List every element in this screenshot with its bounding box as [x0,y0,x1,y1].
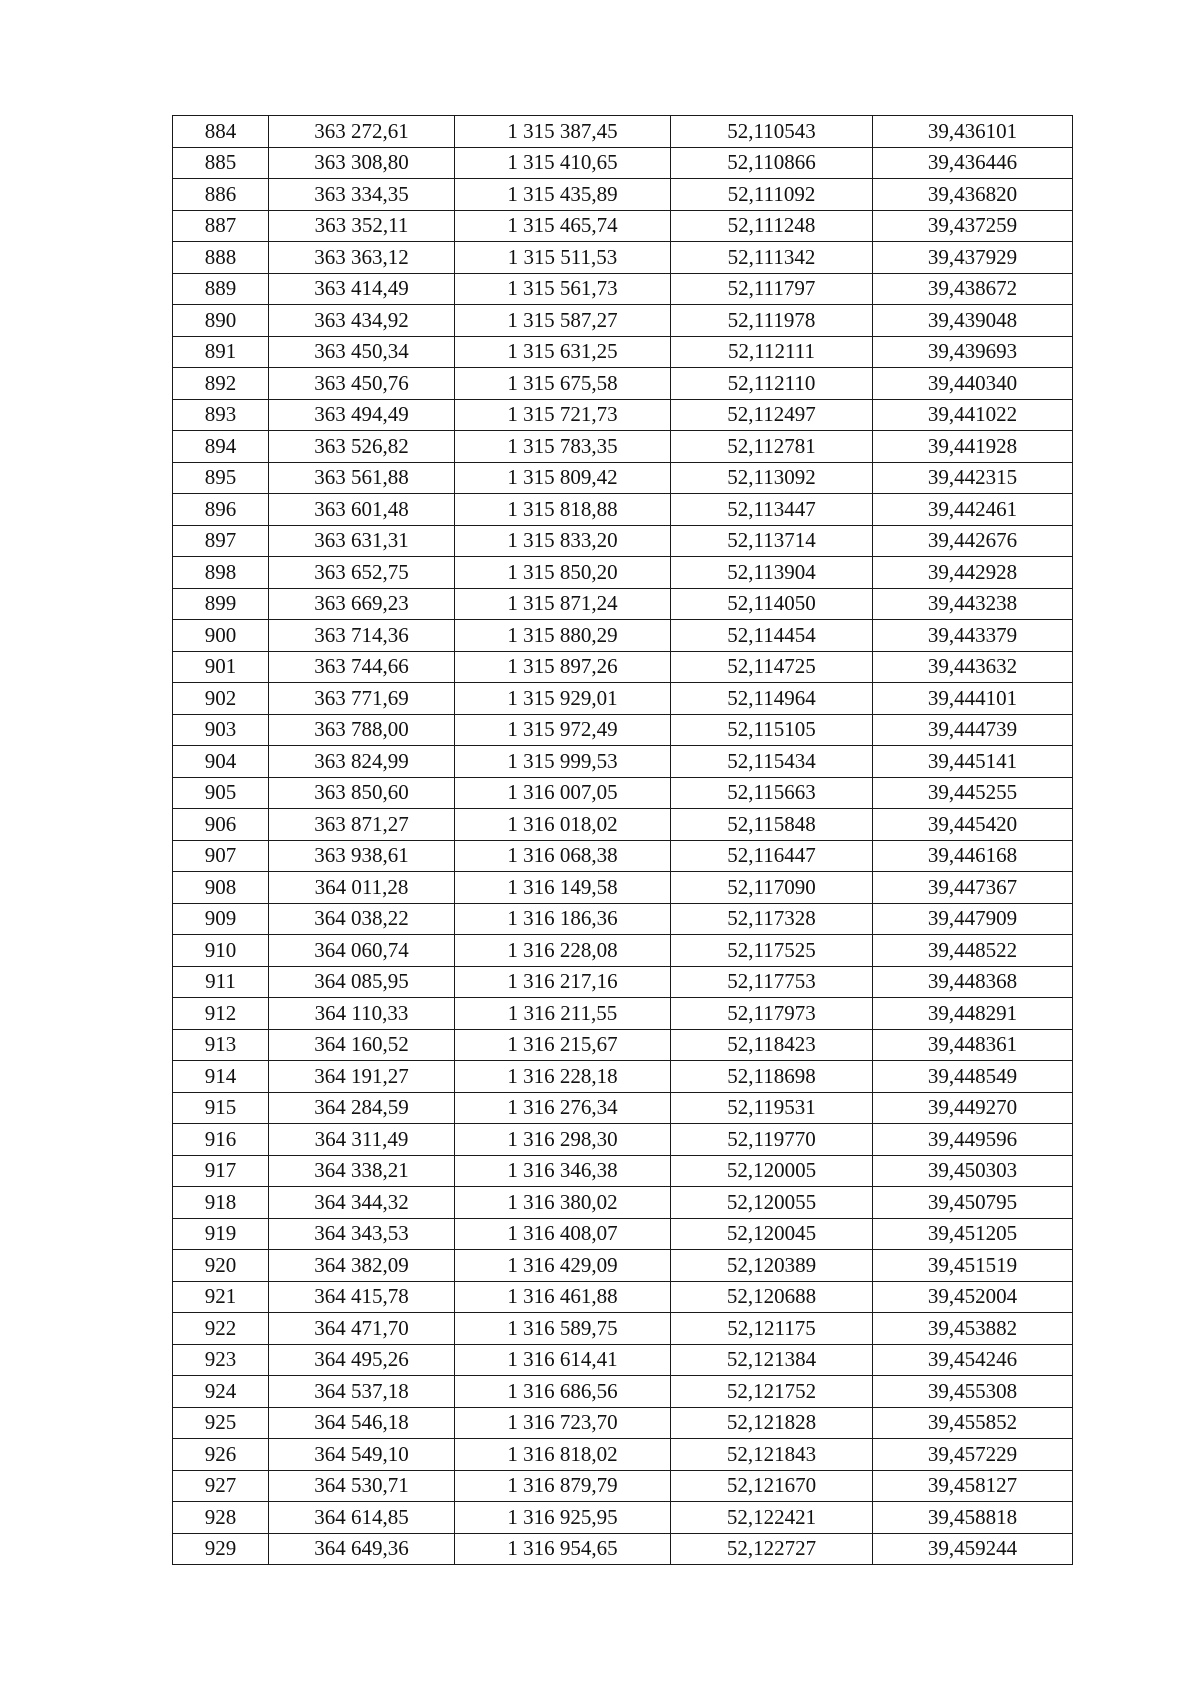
point-number-cell: 903 [173,714,269,746]
longitude-cell: 39,439693 [873,336,1073,368]
table-row [173,966,1073,998]
point-number-cell: 929 [173,1533,269,1565]
x-coordinate-cell: 363 714,36 [269,620,455,652]
table-row [173,462,1073,494]
latitude-cell: 52,121828 [671,1407,873,1439]
y-coordinate-cell: 1 316 461,88 [455,1281,671,1313]
latitude-cell: 52,120005 [671,1155,873,1187]
x-coordinate-cell: 363 744,66 [269,651,455,683]
point-number-cell: 917 [173,1155,269,1187]
point-number-cell: 906 [173,809,269,841]
point-number-cell: 918 [173,1187,269,1219]
coordinates-table [172,115,1073,1565]
point-number-cell: 920 [173,1250,269,1282]
y-coordinate-cell: 1 315 435,89 [455,179,671,211]
table-row [173,242,1073,274]
x-coordinate-cell: 364 537,18 [269,1376,455,1408]
point-number-cell: 919 [173,1218,269,1250]
x-coordinate-cell: 363 631,31 [269,525,455,557]
y-coordinate-cell: 1 316 408,07 [455,1218,671,1250]
point-number-cell: 893 [173,399,269,431]
y-coordinate-cell: 1 316 686,56 [455,1376,671,1408]
point-number-cell: 923 [173,1344,269,1376]
longitude-cell: 39,436820 [873,179,1073,211]
longitude-cell: 39,458818 [873,1502,1073,1534]
point-number-cell: 907 [173,840,269,872]
y-coordinate-cell: 1 316 215,67 [455,1029,671,1061]
table-row [173,116,1073,148]
latitude-cell: 52,117090 [671,872,873,904]
point-number-cell: 902 [173,683,269,715]
longitude-cell: 39,444739 [873,714,1073,746]
x-coordinate-cell: 364 344,32 [269,1187,455,1219]
longitude-cell: 39,442928 [873,557,1073,589]
longitude-cell: 39,437929 [873,242,1073,274]
y-coordinate-cell: 1 315 675,58 [455,368,671,400]
latitude-cell: 52,113714 [671,525,873,557]
x-coordinate-cell: 363 652,75 [269,557,455,589]
latitude-cell: 52,111092 [671,179,873,211]
point-number-cell: 890 [173,305,269,337]
y-coordinate-cell: 1 315 871,24 [455,588,671,620]
x-coordinate-cell: 363 434,92 [269,305,455,337]
longitude-cell: 39,448522 [873,935,1073,967]
table-row [173,273,1073,305]
y-coordinate-cell: 1 316 276,34 [455,1092,671,1124]
table-row [173,1029,1073,1061]
point-number-cell: 915 [173,1092,269,1124]
latitude-cell: 52,112781 [671,431,873,463]
point-number-cell: 899 [173,588,269,620]
y-coordinate-cell: 1 315 999,53 [455,746,671,778]
latitude-cell: 52,112110 [671,368,873,400]
table-row [173,1313,1073,1345]
point-number-cell: 884 [173,116,269,148]
table-row [173,998,1073,1030]
longitude-cell: 39,459244 [873,1533,1073,1565]
table-row [173,777,1073,809]
longitude-cell: 39,448291 [873,998,1073,1030]
x-coordinate-cell: 364 495,26 [269,1344,455,1376]
latitude-cell: 52,116447 [671,840,873,872]
point-number-cell: 926 [173,1439,269,1471]
latitude-cell: 52,121384 [671,1344,873,1376]
longitude-cell: 39,447909 [873,903,1073,935]
longitude-cell: 39,440340 [873,368,1073,400]
point-number-cell: 888 [173,242,269,274]
latitude-cell: 52,113904 [671,557,873,589]
y-coordinate-cell: 1 316 589,75 [455,1313,671,1345]
latitude-cell: 52,117753 [671,966,873,998]
latitude-cell: 52,110866 [671,147,873,179]
y-coordinate-cell: 1 316 380,02 [455,1187,671,1219]
x-coordinate-cell: 363 494,49 [269,399,455,431]
longitude-cell: 39,437259 [873,210,1073,242]
longitude-cell: 39,443632 [873,651,1073,683]
point-number-cell: 896 [173,494,269,526]
x-coordinate-cell: 364 614,85 [269,1502,455,1534]
latitude-cell: 52,120045 [671,1218,873,1250]
longitude-cell: 39,442315 [873,462,1073,494]
table-row [173,872,1073,904]
x-coordinate-cell: 363 308,80 [269,147,455,179]
point-number-cell: 910 [173,935,269,967]
y-coordinate-cell: 1 315 809,42 [455,462,671,494]
latitude-cell: 52,122727 [671,1533,873,1565]
table-row [173,620,1073,652]
table-row [173,305,1073,337]
x-coordinate-cell: 364 649,36 [269,1533,455,1565]
x-coordinate-cell: 363 450,76 [269,368,455,400]
point-number-cell: 901 [173,651,269,683]
y-coordinate-cell: 1 316 298,30 [455,1124,671,1156]
latitude-cell: 52,115105 [671,714,873,746]
y-coordinate-cell: 1 315 387,45 [455,116,671,148]
x-coordinate-cell: 363 771,69 [269,683,455,715]
x-coordinate-cell: 364 343,53 [269,1218,455,1250]
longitude-cell: 39,444101 [873,683,1073,715]
longitude-cell: 39,448549 [873,1061,1073,1093]
longitude-cell: 39,446168 [873,840,1073,872]
latitude-cell: 52,120055 [671,1187,873,1219]
longitude-cell: 39,443238 [873,588,1073,620]
point-number-cell: 927 [173,1470,269,1502]
longitude-cell: 39,438672 [873,273,1073,305]
longitude-cell: 39,449270 [873,1092,1073,1124]
point-number-cell: 900 [173,620,269,652]
point-number-cell: 921 [173,1281,269,1313]
y-coordinate-cell: 1 316 149,58 [455,872,671,904]
longitude-cell: 39,445255 [873,777,1073,809]
y-coordinate-cell: 1 316 925,95 [455,1502,671,1534]
y-coordinate-cell: 1 315 833,20 [455,525,671,557]
y-coordinate-cell: 1 315 465,74 [455,210,671,242]
x-coordinate-cell: 363 938,61 [269,840,455,872]
table-row [173,588,1073,620]
x-coordinate-cell: 364 110,33 [269,998,455,1030]
table-row [173,1124,1073,1156]
table-row [173,179,1073,211]
table-row [173,1281,1073,1313]
table-row [173,809,1073,841]
table-row [173,1376,1073,1408]
table-row [173,1187,1073,1219]
table-row [173,399,1073,431]
x-coordinate-cell: 363 450,34 [269,336,455,368]
latitude-cell: 52,117328 [671,903,873,935]
table-row [173,1470,1073,1502]
x-coordinate-cell: 364 011,28 [269,872,455,904]
table-row [173,1533,1073,1565]
y-coordinate-cell: 1 315 561,73 [455,273,671,305]
table-row [173,1218,1073,1250]
latitude-cell: 52,121752 [671,1376,873,1408]
table-row [173,431,1073,463]
longitude-cell: 39,441022 [873,399,1073,431]
x-coordinate-cell: 363 352,11 [269,210,455,242]
latitude-cell: 52,114964 [671,683,873,715]
longitude-cell: 39,448361 [873,1029,1073,1061]
latitude-cell: 52,117973 [671,998,873,1030]
table-row [173,494,1073,526]
longitude-cell: 39,455852 [873,1407,1073,1439]
x-coordinate-cell: 363 788,00 [269,714,455,746]
y-coordinate-cell: 1 316 068,38 [455,840,671,872]
longitude-cell: 39,451205 [873,1218,1073,1250]
longitude-cell: 39,450303 [873,1155,1073,1187]
table-row [173,683,1073,715]
y-coordinate-cell: 1 315 587,27 [455,305,671,337]
latitude-cell: 52,113092 [671,462,873,494]
table-row [173,210,1073,242]
latitude-cell: 52,113447 [671,494,873,526]
point-number-cell: 895 [173,462,269,494]
latitude-cell: 52,121843 [671,1439,873,1471]
latitude-cell: 52,114050 [671,588,873,620]
longitude-cell: 39,457229 [873,1439,1073,1471]
longitude-cell: 39,455308 [873,1376,1073,1408]
x-coordinate-cell: 364 160,52 [269,1029,455,1061]
point-number-cell: 922 [173,1313,269,1345]
table-row [173,525,1073,557]
x-coordinate-cell: 363 824,99 [269,746,455,778]
point-number-cell: 924 [173,1376,269,1408]
table-row [173,935,1073,967]
y-coordinate-cell: 1 316 954,65 [455,1533,671,1565]
longitude-cell: 39,436101 [873,116,1073,148]
latitude-cell: 52,122421 [671,1502,873,1534]
point-number-cell: 912 [173,998,269,1030]
x-coordinate-cell: 364 338,21 [269,1155,455,1187]
y-coordinate-cell: 1 316 429,09 [455,1250,671,1282]
y-coordinate-cell: 1 315 783,35 [455,431,671,463]
point-number-cell: 891 [173,336,269,368]
y-coordinate-cell: 1 315 850,20 [455,557,671,589]
latitude-cell: 52,115663 [671,777,873,809]
y-coordinate-cell: 1 315 880,29 [455,620,671,652]
longitude-cell: 39,447367 [873,872,1073,904]
point-number-cell: 898 [173,557,269,589]
x-coordinate-cell: 364 311,49 [269,1124,455,1156]
x-coordinate-cell: 363 871,27 [269,809,455,841]
longitude-cell: 39,452004 [873,1281,1073,1313]
longitude-cell: 39,453882 [873,1313,1073,1345]
x-coordinate-cell: 363 850,60 [269,777,455,809]
point-number-cell: 913 [173,1029,269,1061]
point-number-cell: 894 [173,431,269,463]
y-coordinate-cell: 1 316 018,02 [455,809,671,841]
x-coordinate-cell: 363 526,82 [269,431,455,463]
point-number-cell: 908 [173,872,269,904]
x-coordinate-cell: 363 601,48 [269,494,455,526]
longitude-cell: 39,439048 [873,305,1073,337]
coordinates-table-body [173,116,1073,1565]
table-row [173,840,1073,872]
point-number-cell: 928 [173,1502,269,1534]
x-coordinate-cell: 363 363,12 [269,242,455,274]
x-coordinate-cell: 364 549,10 [269,1439,455,1471]
point-number-cell: 897 [173,525,269,557]
longitude-cell: 39,436446 [873,147,1073,179]
latitude-cell: 52,121670 [671,1470,873,1502]
point-number-cell: 911 [173,966,269,998]
x-coordinate-cell: 364 284,59 [269,1092,455,1124]
longitude-cell: 39,445420 [873,809,1073,841]
y-coordinate-cell: 1 315 897,26 [455,651,671,683]
latitude-cell: 52,117525 [671,935,873,967]
x-coordinate-cell: 363 272,61 [269,116,455,148]
y-coordinate-cell: 1 316 346,38 [455,1155,671,1187]
y-coordinate-cell: 1 316 211,55 [455,998,671,1030]
latitude-cell: 52,115848 [671,809,873,841]
point-number-cell: 892 [173,368,269,400]
y-coordinate-cell: 1 315 511,53 [455,242,671,274]
table-row [173,1439,1073,1471]
longitude-cell: 39,448368 [873,966,1073,998]
latitude-cell: 52,114454 [671,620,873,652]
longitude-cell: 39,450795 [873,1187,1073,1219]
table-row [173,1155,1073,1187]
table-row [173,147,1073,179]
x-coordinate-cell: 364 060,74 [269,935,455,967]
y-coordinate-cell: 1 316 879,79 [455,1470,671,1502]
latitude-cell: 52,114725 [671,651,873,683]
table-row [173,746,1073,778]
table-row [173,1502,1073,1534]
latitude-cell: 52,119770 [671,1124,873,1156]
latitude-cell: 52,121175 [671,1313,873,1345]
x-coordinate-cell: 364 382,09 [269,1250,455,1282]
table-row [173,557,1073,589]
point-number-cell: 905 [173,777,269,809]
point-number-cell: 925 [173,1407,269,1439]
point-number-cell: 909 [173,903,269,935]
y-coordinate-cell: 1 315 818,88 [455,494,671,526]
x-coordinate-cell: 363 334,35 [269,179,455,211]
y-coordinate-cell: 1 316 818,02 [455,1439,671,1471]
latitude-cell: 52,118698 [671,1061,873,1093]
y-coordinate-cell: 1 315 929,01 [455,683,671,715]
table-row [173,651,1073,683]
table-row [173,714,1073,746]
table-row [173,1061,1073,1093]
longitude-cell: 39,442676 [873,525,1073,557]
latitude-cell: 52,115434 [671,746,873,778]
x-coordinate-cell: 364 085,95 [269,966,455,998]
y-coordinate-cell: 1 316 614,41 [455,1344,671,1376]
table-row [173,1250,1073,1282]
point-number-cell: 904 [173,746,269,778]
x-coordinate-cell: 364 471,70 [269,1313,455,1345]
y-coordinate-cell: 1 316 217,16 [455,966,671,998]
table-row [173,903,1073,935]
table-row [173,336,1073,368]
x-coordinate-cell: 363 414,49 [269,273,455,305]
x-coordinate-cell: 364 038,22 [269,903,455,935]
y-coordinate-cell: 1 316 723,70 [455,1407,671,1439]
x-coordinate-cell: 364 546,18 [269,1407,455,1439]
table-row [173,368,1073,400]
y-coordinate-cell: 1 316 007,05 [455,777,671,809]
longitude-cell: 39,442461 [873,494,1073,526]
x-coordinate-cell: 363 561,88 [269,462,455,494]
x-coordinate-cell: 364 530,71 [269,1470,455,1502]
latitude-cell: 52,120688 [671,1281,873,1313]
y-coordinate-cell: 1 315 721,73 [455,399,671,431]
point-number-cell: 885 [173,147,269,179]
point-number-cell: 916 [173,1124,269,1156]
longitude-cell: 39,445141 [873,746,1073,778]
longitude-cell: 39,458127 [873,1470,1073,1502]
x-coordinate-cell: 364 191,27 [269,1061,455,1093]
latitude-cell: 52,112111 [671,336,873,368]
x-coordinate-cell: 364 415,78 [269,1281,455,1313]
point-number-cell: 886 [173,179,269,211]
y-coordinate-cell: 1 316 186,36 [455,903,671,935]
latitude-cell: 52,111797 [671,273,873,305]
longitude-cell: 39,441928 [873,431,1073,463]
latitude-cell: 52,120389 [671,1250,873,1282]
table-row [173,1344,1073,1376]
latitude-cell: 52,111978 [671,305,873,337]
latitude-cell: 52,110543 [671,116,873,148]
point-number-cell: 887 [173,210,269,242]
latitude-cell: 52,111342 [671,242,873,274]
longitude-cell: 39,451519 [873,1250,1073,1282]
latitude-cell: 52,112497 [671,399,873,431]
table-row [173,1092,1073,1124]
longitude-cell: 39,443379 [873,620,1073,652]
y-coordinate-cell: 1 315 631,25 [455,336,671,368]
longitude-cell: 39,449596 [873,1124,1073,1156]
point-number-cell: 889 [173,273,269,305]
latitude-cell: 52,119531 [671,1092,873,1124]
y-coordinate-cell: 1 316 228,18 [455,1061,671,1093]
latitude-cell: 52,118423 [671,1029,873,1061]
x-coordinate-cell: 363 669,23 [269,588,455,620]
longitude-cell: 39,454246 [873,1344,1073,1376]
table-row [173,1407,1073,1439]
latitude-cell: 52,111248 [671,210,873,242]
y-coordinate-cell: 1 315 410,65 [455,147,671,179]
y-coordinate-cell: 1 316 228,08 [455,935,671,967]
y-coordinate-cell: 1 315 972,49 [455,714,671,746]
point-number-cell: 914 [173,1061,269,1093]
